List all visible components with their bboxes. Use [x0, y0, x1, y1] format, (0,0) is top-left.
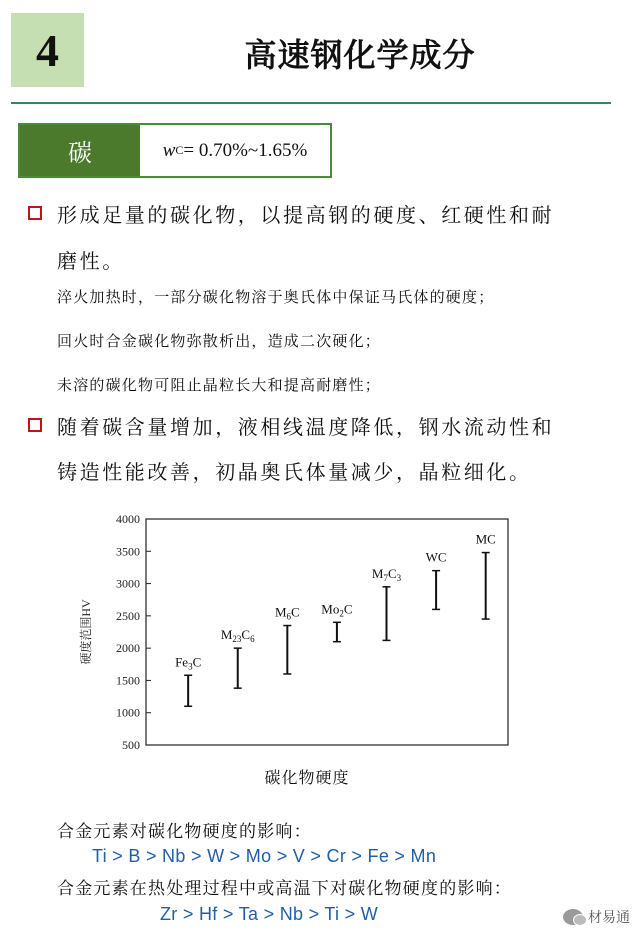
high-temp-influence-label: 合金元素在热处理过程中或高温下对碳化物硬度的影响：: [57, 879, 512, 899]
category-label: $M_6C$: [274, 604, 300, 622]
plot-frame: [146, 519, 508, 745]
y-tick-label: 1000: [116, 705, 140, 720]
carbide-hardness-chart: [60, 505, 530, 795]
wechat-icon: [563, 909, 583, 925]
category-label: $Fe_3C$: [175, 654, 202, 672]
page-title: 高速钢化学成分: [244, 36, 476, 74]
subpoint-2: 回火时合金碳化物弥散析出，造成二次硬化；: [57, 332, 382, 350]
y-tick-label: 3500: [116, 544, 140, 559]
bullet-2-line-1: 随着碳含量增加，液相线温度降低，钢水流动性和: [57, 415, 555, 439]
y-tick-label: 2500: [116, 608, 140, 623]
hardness-order: Ti > B > Nb > W > Mo > V > Cr > Fe > Mn: [92, 846, 437, 866]
bullet-1-line-1: 形成足量的碳化物，以提高钢的硬度、红硬性和耐: [57, 203, 555, 227]
y-tick-label: 4000: [116, 512, 140, 526]
category-label: $M_{23}C_6$: [220, 627, 255, 645]
bullet-square-icon: [28, 206, 42, 220]
bullet-2-line-2: 铸造性能改善，初晶奥氏体量减少，晶粒细化。: [57, 460, 532, 484]
watermark-text: 材易通: [588, 910, 630, 926]
category-label: $Mo_2C$: [321, 601, 353, 619]
high-temp-order: Zr > Hf > Ta > Nb > Ti > W: [160, 904, 379, 924]
value-range: = 0.70%~1.65%: [183, 139, 308, 161]
y-tick-label: 3000: [116, 576, 140, 591]
subpoint-1: 淬火加热时，一部分碳化物溶于奥氏体中保证马氏体的硬度；: [57, 288, 495, 306]
section-number: 4: [11, 13, 84, 87]
category-label: MC: [475, 531, 496, 547]
category-label: $M_7C_3$: [371, 565, 402, 583]
y-tick-label: 1500: [116, 673, 140, 688]
chart-title: 碳化物硬度: [264, 770, 350, 787]
category-label: WC: [425, 549, 447, 565]
y-axis-label: 硬度范围HV: [79, 599, 93, 665]
y-tick-label: 500: [122, 738, 140, 752]
value-variable: w: [162, 139, 176, 161]
watermark: [563, 907, 630, 927]
title-divider: [11, 102, 611, 104]
bullet-square-icon: [28, 418, 42, 432]
value-subscript: C: [175, 143, 184, 157]
hardness-influence-label: 合金元素对碳化物硬度的影响：: [57, 822, 312, 842]
element-box: [18, 123, 332, 178]
y-tick-label: 2000: [116, 641, 140, 656]
element-content-range: [140, 125, 330, 176]
element-symbol: 碳: [20, 125, 140, 176]
subpoint-3: 未溶的碳化物可阻止晶粒长大和提高耐磨性；: [57, 376, 382, 394]
bullet-1-line-2: 磨性。: [57, 249, 125, 273]
